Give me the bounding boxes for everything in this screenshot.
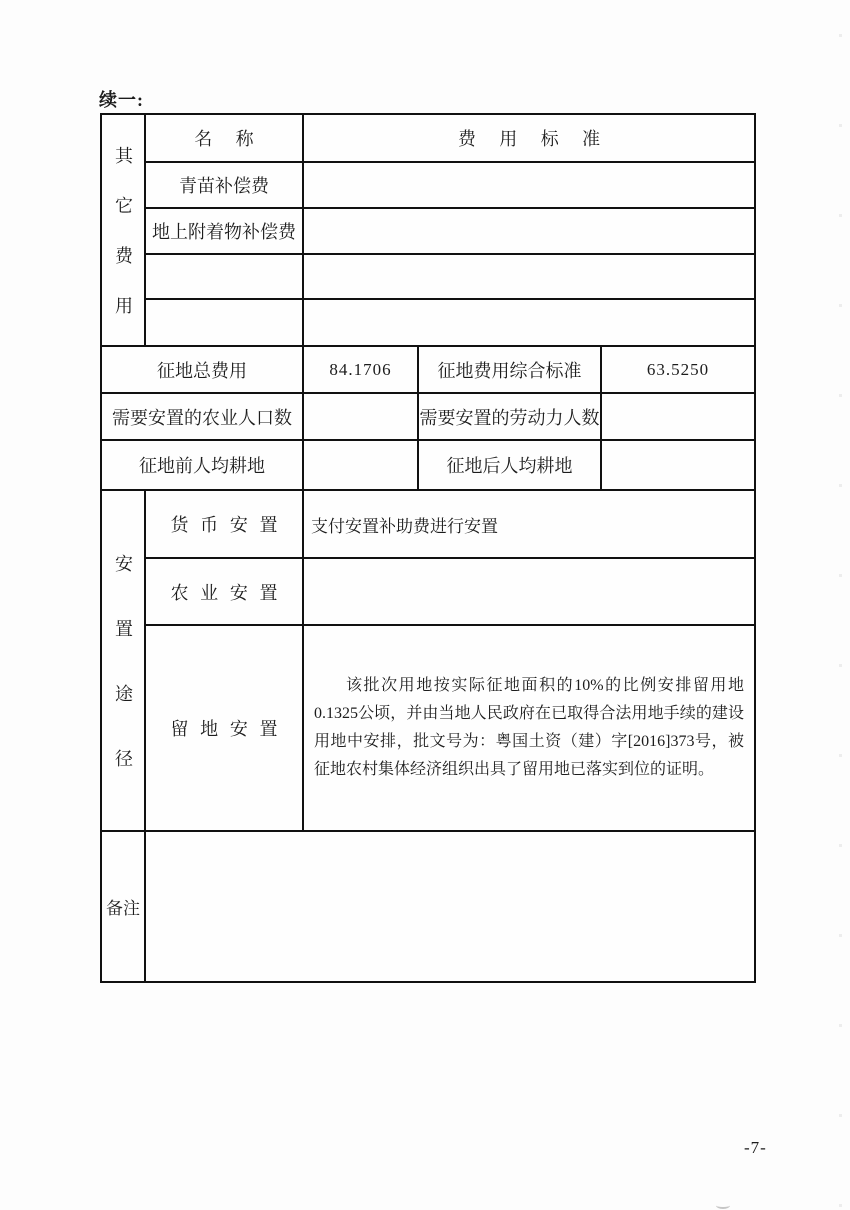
summary-row-population: [102, 394, 754, 441]
fee-name-cell: 地上附着物补偿费: [146, 209, 304, 253]
total-cost-label: 征地总费用: [102, 347, 304, 392]
section-other-fees: [102, 115, 754, 347]
agricultural-resettlement-label: 农业安置: [146, 559, 304, 624]
agricultural-population-label: 需要安置的农业人口数: [102, 394, 304, 439]
other-fees-section-header: [102, 115, 146, 345]
fee-row-empty-1: [146, 255, 754, 300]
reserved-land-paragraph: 该批次用地按实际征地面积的10%的比例安排留用地0.1325公顷，并由当地人民政府在已取得合法用地手续的建设用地中安排，批文号为：粤国土资（建）字[2016]373号，被征地农村集体经济组织出具了留用地已落实到位的证明。: [314, 677, 744, 778]
fee-standard-cell: [304, 300, 754, 345]
col-header-standard: 费用标准: [457, 129, 624, 149]
fee-standard-cell: [304, 255, 754, 298]
fee-name-cell: [146, 300, 304, 345]
fee-row-young-crops: [146, 163, 754, 209]
agricultural-population-value: [304, 394, 419, 439]
page-number: -7-: [744, 1138, 767, 1157]
col-header-name: 名称: [146, 115, 304, 161]
resettlement-section-header: [102, 491, 146, 830]
comprehensive-standard-value: 63.5250: [646, 359, 710, 379]
farmland-before-value: [304, 441, 419, 489]
land-acquisition-table: [100, 113, 756, 983]
continuation-label: 续一:: [99, 90, 144, 110]
summary-row-farmland: [102, 441, 754, 489]
fee-standard-cell: [304, 209, 754, 253]
fee-standard-cell: [304, 163, 754, 207]
scan-edge-noise: [839, 0, 842, 1210]
monetary-resettlement-content: 支付安置补助费进行安置: [311, 516, 498, 536]
reserved-land-resettlement-label: 留地安置: [146, 626, 304, 830]
section-summary: [102, 347, 754, 491]
farmland-before-label: 征地前人均耕地: [102, 441, 304, 489]
section-resettlement: [102, 491, 754, 832]
labor-force-value: [602, 394, 754, 439]
resettlement-row-monetary: [146, 491, 754, 559]
total-cost-value: 84.1706: [304, 347, 419, 392]
resettlement-row-agricultural: [146, 559, 754, 626]
farmland-after-value: [602, 441, 754, 489]
agricultural-resettlement-content: [304, 559, 754, 624]
other-fees-section-header-text: 其它费用: [113, 146, 133, 346]
reserved-land-resettlement-content: [304, 626, 754, 830]
monetary-resettlement-label: 货币安置: [146, 491, 304, 557]
fee-name-cell: 青苗补偿费: [146, 163, 304, 207]
resettlement-section-header-text: 安置途径: [113, 554, 133, 814]
comprehensive-standard-label: 征地费用综合标准: [419, 347, 602, 392]
fee-row-attachments: [146, 209, 754, 255]
scan-artifact: [716, 1202, 730, 1209]
other-fees-header-row: [146, 115, 754, 163]
fee-name-cell: [146, 255, 304, 298]
fee-row-empty-2: [146, 300, 754, 345]
summary-row-total-cost: [102, 347, 754, 394]
remarks-content: [146, 832, 754, 981]
farmland-after-label: 征地后人均耕地: [419, 441, 602, 489]
labor-force-label: 需要安置的劳动力人数: [419, 394, 602, 439]
section-remarks: [102, 832, 754, 981]
remarks-section-header: 备注: [102, 832, 146, 981]
resettlement-row-reserved-land: [146, 626, 754, 830]
